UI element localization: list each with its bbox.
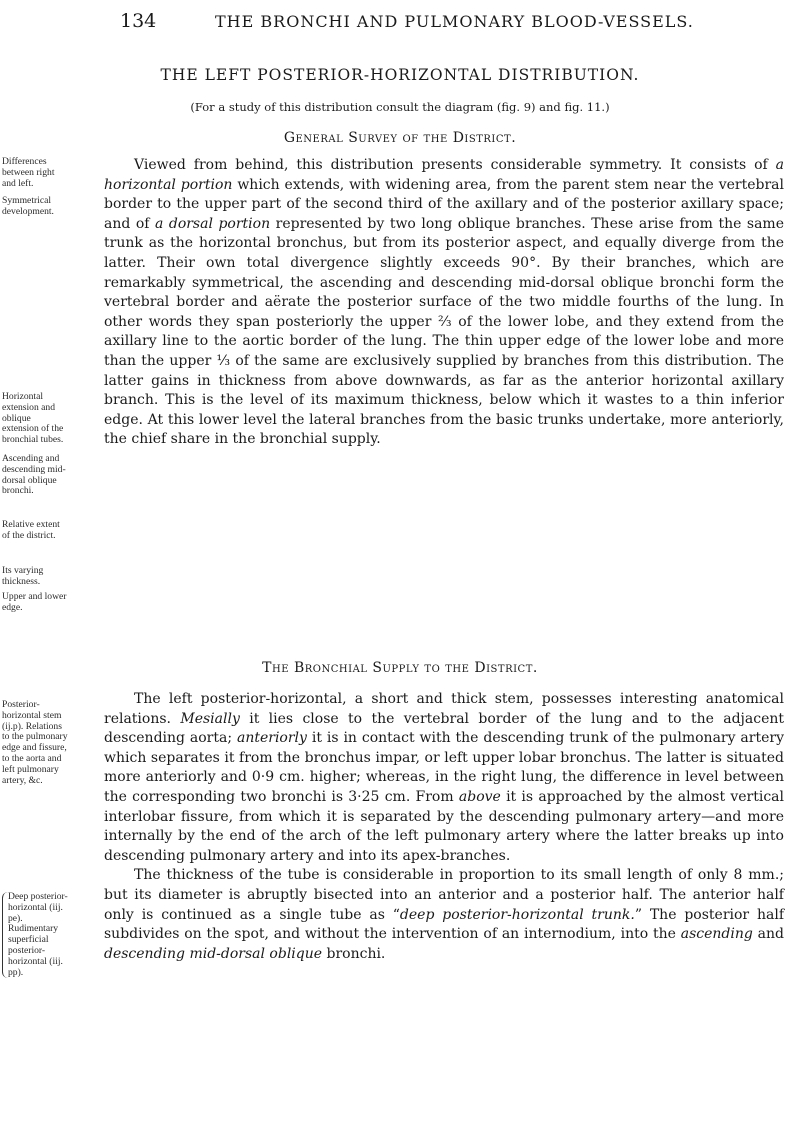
page-number: 134	[120, 10, 157, 32]
brace-mark	[2, 892, 9, 978]
section-heading-supply: The Bronchial Supply to the District.	[262, 660, 538, 676]
margin-note: Relative extent of the district.	[2, 519, 60, 541]
margin-notes	[0, 0, 66, 1134]
margin-note: Symmetrical development.	[2, 195, 54, 217]
running-head	[0, 10, 800, 40]
margin-note: Ascending and descending mid-dorsal oblique bronchi.	[2, 453, 66, 497]
margin-note: Differences between right and left.	[2, 156, 55, 189]
section-heading-survey: General Survey of the District.	[283, 130, 517, 146]
margin-note: Posterior-horizontal stem (ij.p). Relations to the pulmonary edge and fissure, to the aorta and left pulmonary artery, &c.	[2, 699, 68, 786]
paragraph-survey: Viewed from behind, this distribution presents considerable symmetry. It consists of a horizontal portion which extends, with widening area, from the parent stem near the vertebral border to the upper part of the second third of the axillary and of the posterior axillary space; and of a dorsal portion represented by two long oblique branches. These arise from the same trunk as the horizontal bronchus, but from its posterior aspect, and equally diverge from the latter. Their own total divergence slightly exceeds 90°. By their branches, which are remarkably symmetrical, the ascending and descending mid-dorsal oblique bronchi form the vertebral border and aërate the posterior surface of the two middle fourths of the lung. In other words they span posteriorly the upper ⅔ of the lower lobe, and they extend from the axillary line to the aortic border of the lung. The thin upper edge of the lower lobe and more than the upper ⅓ of the same are exclusively supplied by branches from this distribution. The latter gains in thickness from above downwards, as far as the anterior horizontal axillary branch. This is the level of its maximum thickness, below which it wastes to a thin inferior edge. At this lower level the lateral branches from the basic trunks undertake, more anteriorly, the chief share in the bronchial supply.	[104, 157, 784, 448]
margin-note-braced: Deep posterior-horizontal (iij. pe). Rudimentary superficial posterior-horizontal (iij. pp).	[2, 892, 68, 978]
running-title: THE BRONCHI AND PULMONARY BLOOD-VESSELS.	[215, 12, 694, 31]
margin-note: Horizontal extension and oblique extension of the bronchial tubes.	[2, 391, 64, 446]
margin-note: Upper and lower edge.	[2, 591, 67, 613]
margin-note: Its varying thickness.	[2, 565, 44, 587]
chapter-title: THE LEFT POSTERIOR-HORIZONTAL DISTRIBUTION.	[160, 66, 640, 84]
paragraph-supply: The left posterior-horizontal, a short and thick stem, possesses interesting anatomical relations. Mesially it lies close to the vertebral border of the lung and to the adjacent descending aorta; anteriorly it is in contact with the descending trunk of the pulmonary artery which separates it from the bronchus impar, or left upper lobar bronchus. The latter is situated more anteriorly and 0·9 cm. higher; whereas, in the right lung, the difference in level between the corresponding two bronchi is 3·25 cm. From above it is approached by the almost vertical interlobar fissure, from which it is separated by the descending pulmonary artery—and more internally by the end of the arch of the left pulmonary artery where the latter breaks up into descending pulmonary artery and into its apex-branches. The thickness of the tube is considerable in proportion to its small length of only 8 mm.; but its diameter is abruptly bisected into an anterior and a posterior half. The anterior half only is continued as a single tube as “deep posterior-horizontal trunk.” The posterior half subdivides on the spot, and without the intervention of an internodium, into the ascending and descending mid-dorsal oblique bronchi.	[104, 691, 785, 962]
chapter-subtitle: (For a study of this distribution consult the diagram (fig. 9) and fig. 11.)	[190, 100, 610, 114]
